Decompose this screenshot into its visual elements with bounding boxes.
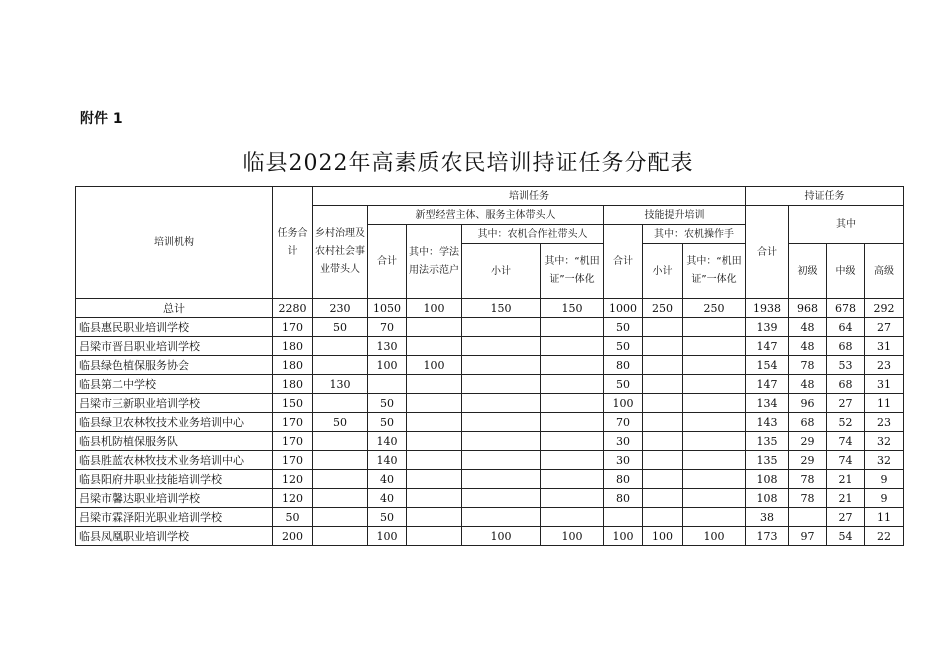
- cell-ne-total: 140: [368, 451, 407, 470]
- attachment-label: 附件 1: [80, 111, 123, 127]
- cell-law: [407, 451, 462, 470]
- cell-total: 170: [273, 451, 313, 470]
- cell-middle: 52: [827, 413, 865, 432]
- cell-law: [407, 470, 462, 489]
- cell-sk-total: 70: [604, 413, 643, 432]
- cell-ne-total: 50: [368, 394, 407, 413]
- header-new-entity: 新型经营主体、服务主体带头人: [368, 206, 604, 225]
- cell-law: [407, 527, 462, 546]
- cell-total: 150: [273, 394, 313, 413]
- cell-mo-sub: [643, 375, 683, 394]
- cell-sk-total: 1000: [604, 299, 643, 318]
- cell-total: 180: [273, 356, 313, 375]
- cell-coop-sub: [462, 489, 541, 508]
- cell-total: 180: [273, 375, 313, 394]
- cell-total: 170: [273, 318, 313, 337]
- cell-ne-total: 50: [368, 413, 407, 432]
- cell-ne-total: 100: [368, 527, 407, 546]
- cell-rural: [313, 470, 368, 489]
- cell-total: 50: [273, 508, 313, 527]
- cell-name: 临县惠民职业培训学校: [76, 318, 273, 337]
- cell-sk-total: 100: [604, 394, 643, 413]
- cell-cert-total: 108: [746, 489, 789, 508]
- cell-cert-total: 173: [746, 527, 789, 546]
- cell-ne-total: [368, 375, 407, 394]
- cell-middle: 64: [827, 318, 865, 337]
- cell-senior: 9: [865, 470, 904, 489]
- cell-law: [407, 432, 462, 451]
- cell-coop-int: [541, 470, 604, 489]
- cell-cert-total: 38: [746, 508, 789, 527]
- cell-mo-sub: [643, 413, 683, 432]
- cell-middle: 74: [827, 451, 865, 470]
- cell-sk-total: 100: [604, 527, 643, 546]
- cell-cert-total: 143: [746, 413, 789, 432]
- cell-name: 临县机防植保服务队: [76, 432, 273, 451]
- table-row: [76, 470, 904, 489]
- cell-coop-sub: 100: [462, 527, 541, 546]
- cell-cert-total: 154: [746, 356, 789, 375]
- cell-sk-total: 50: [604, 337, 643, 356]
- cell-coop-int: [541, 508, 604, 527]
- cell-rural: 130: [313, 375, 368, 394]
- cell-coop-sub: [462, 470, 541, 489]
- cell-coop-sub: [462, 413, 541, 432]
- cell-mo-sub: [643, 356, 683, 375]
- cell-rural: 50: [313, 318, 368, 337]
- cell-ne-total: 140: [368, 432, 407, 451]
- cell-coop-sub: 150: [462, 299, 541, 318]
- cell-law: [407, 508, 462, 527]
- cell-law: [407, 394, 462, 413]
- cell-cert-total: 139: [746, 318, 789, 337]
- header-institution: 培训机构: [76, 187, 273, 299]
- cell-name: 临县凤凰职业培训学校: [76, 527, 273, 546]
- cell-coop-sub: [462, 337, 541, 356]
- cell-mo-int: [683, 413, 746, 432]
- cell-rural: [313, 432, 368, 451]
- cell-middle: 54: [827, 527, 865, 546]
- header-row-1: [76, 187, 904, 206]
- cell-law: [407, 318, 462, 337]
- cell-rural: [313, 356, 368, 375]
- cell-ne-total: 70: [368, 318, 407, 337]
- cell-junior: 97: [789, 527, 827, 546]
- table-row: [76, 451, 904, 470]
- cell-middle: 21: [827, 489, 865, 508]
- cell-coop-sub: [462, 318, 541, 337]
- cell-total: 2280: [273, 299, 313, 318]
- cell-coop-int: [541, 489, 604, 508]
- table-row: [76, 508, 904, 527]
- header-middle: 中级: [827, 244, 865, 299]
- cell-cert-total: 147: [746, 375, 789, 394]
- cell-mo-sub: [643, 470, 683, 489]
- cell-rural: [313, 489, 368, 508]
- cell-cert-total: 147: [746, 337, 789, 356]
- cell-sk-total: 50: [604, 375, 643, 394]
- cell-coop-sub: [462, 451, 541, 470]
- cell-coop-sub: [462, 394, 541, 413]
- cell-junior: 48: [789, 318, 827, 337]
- cell-sk-total: 80: [604, 470, 643, 489]
- cell-name: 临县绿色植保服务协会: [76, 356, 273, 375]
- cell-junior: [789, 508, 827, 527]
- cell-mo-sub: 100: [643, 527, 683, 546]
- cell-coop-int: 100: [541, 527, 604, 546]
- cell-mo-sub: 250: [643, 299, 683, 318]
- header-among: 其中: [789, 206, 904, 244]
- cell-coop-int: [541, 432, 604, 451]
- allocation-table: [75, 186, 904, 546]
- cell-mo-int: [683, 470, 746, 489]
- header-training-tasks: 培训任务: [313, 187, 746, 206]
- cell-total: 200: [273, 527, 313, 546]
- header-rural-leader: 乡村治理及农村社会事业带头人: [313, 206, 368, 299]
- cell-name: 临县胜蓝农林牧技术业务培训中心: [76, 451, 273, 470]
- cell-senior: 32: [865, 451, 904, 470]
- cell-name: 临县绿卫农林牧技术业务培训中心: [76, 413, 273, 432]
- cell-mo-sub: [643, 508, 683, 527]
- cell-name: 吕梁市三新职业培训学校: [76, 394, 273, 413]
- cell-law: [407, 489, 462, 508]
- cell-mo-int: [683, 508, 746, 527]
- cell-sk-total: 30: [604, 432, 643, 451]
- cell-total: 170: [273, 413, 313, 432]
- cell-sk-total: 80: [604, 489, 643, 508]
- cell-law: 100: [407, 299, 462, 318]
- header-coop-subtotal: 小计: [462, 244, 541, 299]
- cell-middle: 678: [827, 299, 865, 318]
- header-senior: 高级: [865, 244, 904, 299]
- cell-cert-total: 135: [746, 432, 789, 451]
- cell-law: [407, 337, 462, 356]
- header-cert-total: 合计: [746, 206, 789, 299]
- cell-coop-sub: [462, 375, 541, 394]
- cell-cert-total: 1938: [746, 299, 789, 318]
- table-row: [76, 413, 904, 432]
- cell-sk-total: 30: [604, 451, 643, 470]
- table-row: [76, 394, 904, 413]
- cell-name: 临县第二中学校: [76, 375, 273, 394]
- header-sk-total: 合计: [604, 225, 643, 299]
- cell-total: 120: [273, 489, 313, 508]
- cell-rural: [313, 394, 368, 413]
- header-law-demo: 其中：学法用法示范户: [407, 225, 462, 299]
- cell-senior: 23: [865, 413, 904, 432]
- table-row: [76, 375, 904, 394]
- cell-junior: 48: [789, 375, 827, 394]
- cell-middle: 27: [827, 394, 865, 413]
- cell-name: 临县阳府井职业技能培训学校: [76, 470, 273, 489]
- cell-middle: 53: [827, 356, 865, 375]
- cell-mo-sub: [643, 489, 683, 508]
- cell-ne-total: 40: [368, 489, 407, 508]
- header-task-total: 任务合计: [273, 187, 313, 299]
- cell-sk-total: [604, 508, 643, 527]
- cell-junior: 29: [789, 432, 827, 451]
- cell-middle: 21: [827, 470, 865, 489]
- cell-coop-int: [541, 337, 604, 356]
- cell-name: 吕梁市馨达职业培训学校: [76, 489, 273, 508]
- cell-rural: [313, 508, 368, 527]
- cell-mo-int: [683, 375, 746, 394]
- cell-law: [407, 413, 462, 432]
- cell-law: [407, 375, 462, 394]
- cell-coop-int: [541, 318, 604, 337]
- cell-ne-total: 40: [368, 470, 407, 489]
- cell-junior: 48: [789, 337, 827, 356]
- cell-junior: 968: [789, 299, 827, 318]
- cell-sk-total: 80: [604, 356, 643, 375]
- cell-junior: 78: [789, 470, 827, 489]
- cell-senior: 292: [865, 299, 904, 318]
- cell-mo-int: 250: [683, 299, 746, 318]
- cell-name: 吕梁市晋吕职业培训学校: [76, 337, 273, 356]
- cell-senior: 27: [865, 318, 904, 337]
- cell-senior: 31: [865, 375, 904, 394]
- header-mo-integration: 其中：“机田证”一体化: [683, 244, 746, 299]
- total-row: [76, 299, 904, 318]
- cell-mo-sub: [643, 394, 683, 413]
- cell-coop-int: [541, 451, 604, 470]
- cell-ne-total: 100: [368, 356, 407, 375]
- cell-name: 吕梁市霖泽阳光职业培训学校: [76, 508, 273, 527]
- cell-senior: 11: [865, 394, 904, 413]
- document-title: 临县2022年高素质农民培训持证任务分配表: [242, 151, 694, 176]
- cell-total: 120: [273, 470, 313, 489]
- header-skill-training: 技能提升培训: [604, 206, 746, 225]
- table-row: [76, 432, 904, 451]
- cell-mo-int: [683, 432, 746, 451]
- cell-middle: 68: [827, 375, 865, 394]
- cell-coop-sub: [462, 508, 541, 527]
- cell-coop-int: [541, 413, 604, 432]
- header-junior: 初级: [789, 244, 827, 299]
- cell-mo-sub: [643, 337, 683, 356]
- cell-coop-int: [541, 394, 604, 413]
- header-cert-tasks: 持证任务: [746, 187, 904, 206]
- table-row: [76, 356, 904, 375]
- cell-senior: 23: [865, 356, 904, 375]
- cell-coop-sub: [462, 432, 541, 451]
- cell-senior: 11: [865, 508, 904, 527]
- cell-senior: 32: [865, 432, 904, 451]
- cell-coop-int: 150: [541, 299, 604, 318]
- cell-mo-sub: [643, 432, 683, 451]
- cell-mo-int: [683, 451, 746, 470]
- cell-junior: 68: [789, 413, 827, 432]
- cell-cert-total: 135: [746, 451, 789, 470]
- cell-rural: [313, 337, 368, 356]
- cell-rural: 50: [313, 413, 368, 432]
- cell-name: 总计: [76, 299, 273, 318]
- cell-middle: 27: [827, 508, 865, 527]
- cell-junior: 96: [789, 394, 827, 413]
- cell-ne-total: 50: [368, 508, 407, 527]
- cell-ne-total: 130: [368, 337, 407, 356]
- cell-coop-int: [541, 356, 604, 375]
- cell-cert-total: 108: [746, 470, 789, 489]
- cell-junior: 78: [789, 356, 827, 375]
- cell-senior: 31: [865, 337, 904, 356]
- cell-rural: [313, 527, 368, 546]
- header-mo-subtotal: 小计: [643, 244, 683, 299]
- cell-mo-int: [683, 337, 746, 356]
- cell-mo-sub: [643, 451, 683, 470]
- cell-ne-total: 1050: [368, 299, 407, 318]
- header-coop-leader: 其中：农机合作社带头人: [462, 225, 604, 244]
- cell-coop-int: [541, 375, 604, 394]
- cell-mo-int: 100: [683, 527, 746, 546]
- cell-mo-int: [683, 489, 746, 508]
- cell-mo-int: [683, 394, 746, 413]
- cell-senior: 9: [865, 489, 904, 508]
- cell-sk-total: 50: [604, 318, 643, 337]
- header-machine-operator: 其中：农机操作手: [643, 225, 746, 244]
- header-ne-total: 合计: [368, 225, 407, 299]
- table-body: [76, 299, 904, 546]
- cell-cert-total: 134: [746, 394, 789, 413]
- cell-junior: 29: [789, 451, 827, 470]
- cell-total: 170: [273, 432, 313, 451]
- cell-total: 180: [273, 337, 313, 356]
- table-row: [76, 318, 904, 337]
- cell-rural: 230: [313, 299, 368, 318]
- cell-law: 100: [407, 356, 462, 375]
- cell-mo-int: [683, 318, 746, 337]
- cell-rural: [313, 451, 368, 470]
- cell-junior: 78: [789, 489, 827, 508]
- table-row: [76, 489, 904, 508]
- header-coop-integration: 其中：“机田证”一体化: [541, 244, 604, 299]
- cell-senior: 22: [865, 527, 904, 546]
- cell-coop-sub: [462, 356, 541, 375]
- table-row: [76, 337, 904, 356]
- cell-mo-int: [683, 356, 746, 375]
- cell-mo-sub: [643, 318, 683, 337]
- table-row: [76, 527, 904, 546]
- cell-middle: 74: [827, 432, 865, 451]
- cell-middle: 68: [827, 337, 865, 356]
